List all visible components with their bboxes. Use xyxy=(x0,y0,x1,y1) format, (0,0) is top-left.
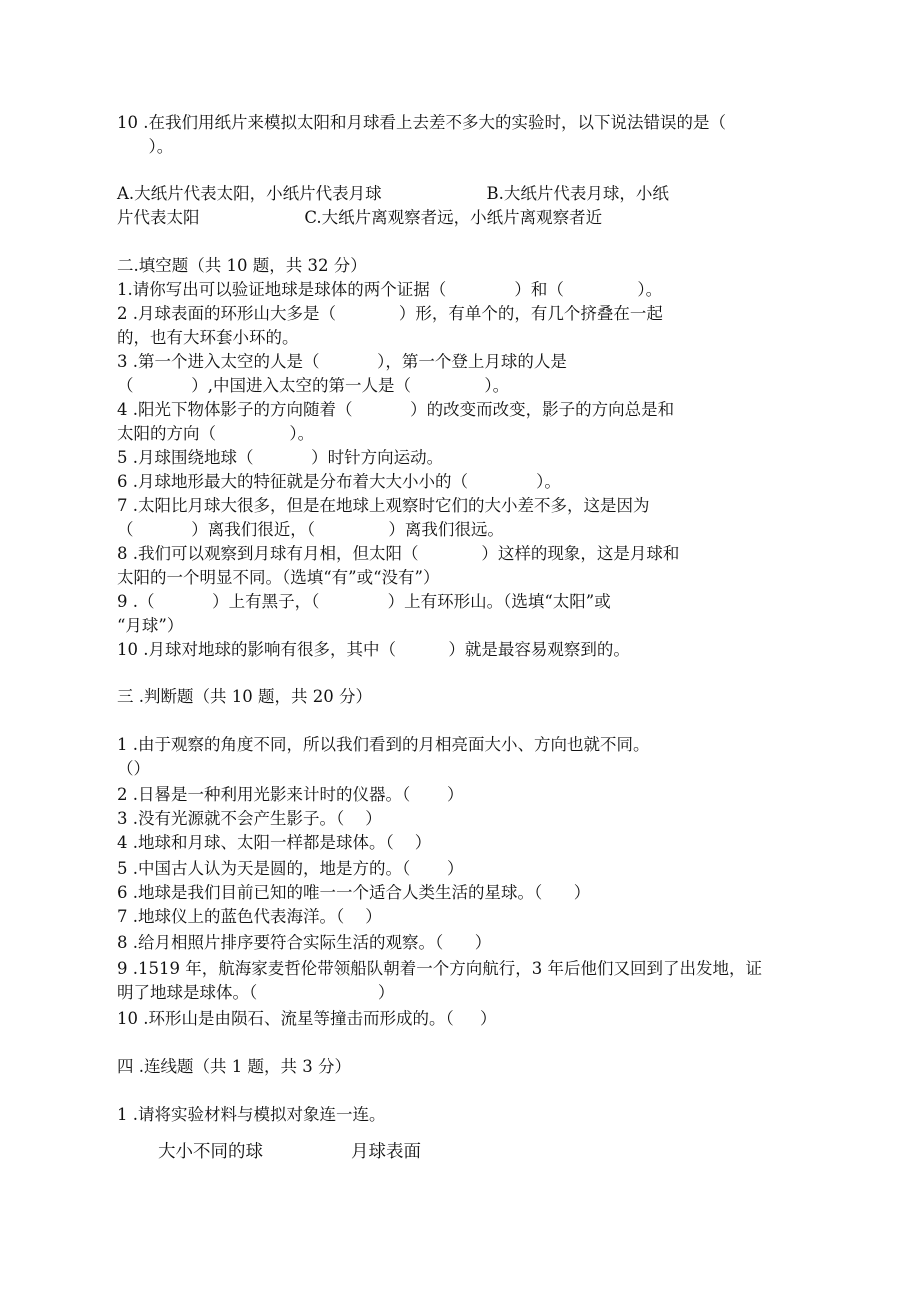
fill-q9-line2: “月球”） xyxy=(117,616,184,635)
match-left-item: 大小不同的球 xyxy=(158,1142,263,1162)
judge-q2: 2 .日晷是一种利用光影来计时的仪器。（ ） xyxy=(117,785,464,804)
fill-q4-line1: 4 .阳光下物体影子的方向随着（ ）的改变而改变，影子的方向总是和 xyxy=(117,400,675,419)
judge-q5: 5 .中国古人认为天是圆的，地是方的。（ ） xyxy=(117,859,464,878)
judge-q1-line1: 1 .由于观察的角度不同，所以我们看到的月相亮面大小、方向也就不同。 xyxy=(117,735,650,754)
fill-q3-line1: 3 .第一个进入太空的人是（ ），第一个登上月球的人是 xyxy=(117,352,567,371)
judge-q3: 3 .没有光源就不会产生影子。（ ） xyxy=(117,809,382,828)
judge-q9-line1: 9 .1519 年，航海家麦哲伦带领船队朝着一个方向航行，3 年后他们又回到了出发地，证 xyxy=(117,959,762,978)
fill-q3-line2: （ ）,中国进入太空的第一人是（ ）。 xyxy=(117,376,510,395)
fill-q9-line1: 9 .（ ）上有黑子，（ ）上有环形山。（选填“太阳”或 xyxy=(117,592,611,611)
section-fill-blank-title: 二.填空题（共 10 题，共 32 分） xyxy=(117,256,367,275)
judge-q4: 4 .地球和月球、太阳一样都是球体。（ ） xyxy=(117,833,432,852)
judge-q9-line2: 明了地球是球体。（ ） xyxy=(117,983,395,1002)
judge-q7: 7 .地球仪上的蓝色代表海洋。（ ） xyxy=(117,907,382,926)
q10-options-line2: 片代表太阳 C.大纸片离观察者远，小纸片离观察者近 xyxy=(117,208,603,227)
fill-q8-line2: 太阳的一个明显不同。（选填“有”或“没有”） xyxy=(117,568,440,587)
judge-q1-line2: （） xyxy=(117,759,150,778)
judge-q6: 6 .地球是我们目前已知的唯一一个适合人类生活的星球。（ ） xyxy=(117,883,591,902)
fill-q1: 1.请你写出可以验证地球是球体的两个证据（ ）和（ ）。 xyxy=(117,280,663,299)
fill-q7-line1: 7 .太阳比月球大很多，但是在地球上观察时它们的大小差不多，这是因为 xyxy=(117,496,650,515)
section-judge-title: 三 .判断题（共 10 题，共 20 分） xyxy=(117,687,372,706)
match-q1: 1 .请将实验材料与模拟对象连一连。 xyxy=(117,1105,386,1124)
fill-q6: 6 .月球地形最大的特征就是分布着大大小小的（ ）。 xyxy=(117,472,561,491)
q10-line2: ）。 xyxy=(117,137,174,156)
q10-options-line1: A.大纸片代表太阳，小纸片代表月球 B.大纸片代表月球，小纸 xyxy=(117,184,669,203)
fill-q2-line1: 2 .月球表面的环形山大多是（ ）形，有单个的，有几个挤叠在一起 xyxy=(117,304,663,323)
fill-q7-line2: （ ）离我们很近，（ ）离我们很远。 xyxy=(117,520,504,539)
match-right-item: 月球表面 xyxy=(351,1142,421,1162)
judge-q8: 8 .给月相照片排序要符合实际生活的观察。（ ） xyxy=(117,933,492,952)
fill-q10: 10 .月球对地球的影响有很多，其中（ ）就是最容易观察到的。 xyxy=(117,640,630,659)
fill-q4-line2: 太阳的方向（ ）。 xyxy=(117,424,315,443)
fill-q8-line1: 8 .我们可以观察到月球有月相，但太阳（ ）这样的现象，这是月球和 xyxy=(117,544,680,563)
section-match-title: 四 .连线题（共 1 题，共 3 分） xyxy=(117,1057,351,1076)
fill-q2-line2: 的，也有大环套小环的。 xyxy=(117,328,299,347)
judge-q10: 10 .环形山是由陨石、流星等撞击而形成的。（ ） xyxy=(117,1009,497,1028)
fill-q5: 5 .月球围绕地球（ ）时针方向运动。 xyxy=(117,448,444,467)
q10-line1: 10 .在我们用纸片来模拟太阳和月球看上去差不多大的实验时，以下说法错误的是（ xyxy=(117,113,726,132)
